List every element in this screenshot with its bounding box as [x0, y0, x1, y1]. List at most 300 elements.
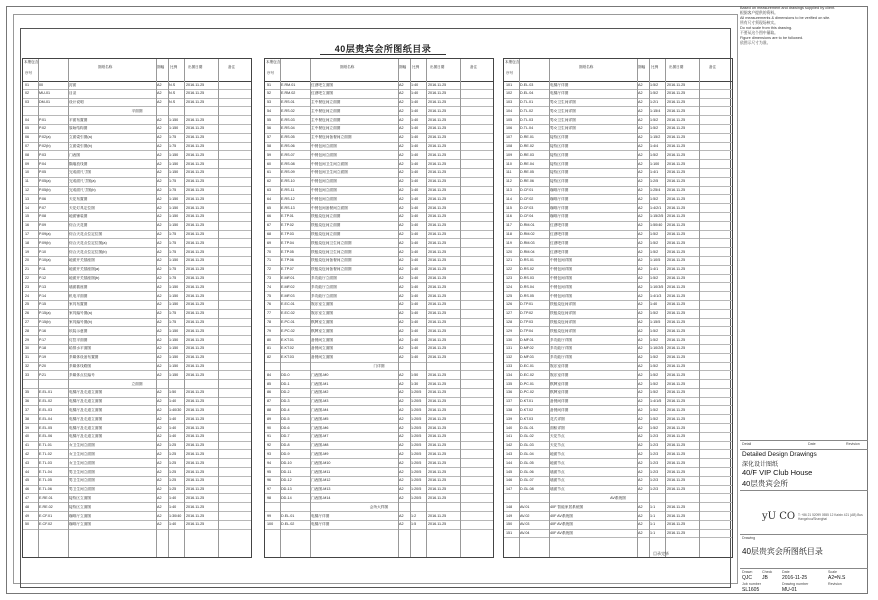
drawing-code: D.TP.03	[520, 320, 534, 325]
table-row	[504, 292, 732, 301]
drawing-code: D.EL.02	[281, 522, 295, 527]
drawing-code: E.CF.01	[39, 513, 53, 518]
drawing-code: DD-9	[281, 451, 290, 456]
table-row	[504, 239, 732, 248]
table-row	[504, 143, 732, 152]
drawing-code: 00	[39, 82, 44, 87]
drawing-code: D.CF.03	[520, 205, 534, 210]
row-number: 132	[506, 355, 513, 360]
table-row	[504, 398, 732, 407]
drawing-scale: 1:5/2	[650, 337, 659, 342]
drawing-name: 男女卫生间详图	[550, 126, 576, 131]
drawing-name: 多功能厅详图	[550, 337, 573, 342]
drawing-code: D.EL.03	[520, 82, 534, 87]
drawing-name: 电梯厅详图	[550, 91, 569, 96]
header-scale: 比例	[651, 65, 659, 69]
issue-date: 2016.11.25	[186, 161, 205, 166]
paper-size: A2	[157, 504, 162, 509]
drawing-scale: 1:40	[411, 337, 419, 342]
divider	[740, 568, 868, 569]
note-line: Do not scale from this drawing.	[740, 26, 793, 30]
drawing-scale: 1:4/1/5	[650, 399, 662, 404]
issue-date: 2016.11.25	[428, 170, 447, 175]
paper-size: A2	[157, 469, 162, 474]
row-number: 151	[506, 531, 513, 536]
drawing-scale: 1:40	[411, 302, 419, 307]
table-row	[265, 521, 493, 530]
drawing-code: E.RS.12	[281, 196, 295, 201]
drawing-name: 铁板烧包间卫生间立面图	[311, 249, 352, 254]
issue-date: 2016.11.25	[428, 407, 447, 412]
table-row	[504, 415, 732, 424]
issue-date: 2016.11.25	[428, 161, 447, 166]
paper-size: A2	[638, 302, 643, 307]
paper-size: A2	[157, 82, 162, 87]
table-row	[265, 371, 493, 380]
drawing-scale: 1:40	[411, 100, 419, 105]
issue-date: 2016.11.25	[428, 522, 447, 527]
row-number: 67	[267, 223, 272, 228]
drawing-code: E.TP.02	[281, 223, 294, 228]
issue-date: 2016.11.25	[667, 170, 686, 175]
table-row	[23, 442, 251, 451]
table-row	[265, 327, 493, 336]
issue-date: 2016.11.25	[667, 355, 686, 360]
table-row	[504, 275, 732, 284]
note-line: All measurements & dimensions to be verified on site.	[740, 16, 831, 20]
row-number: 49	[25, 513, 30, 518]
paper-size: A2	[638, 381, 643, 386]
drawing-name: 原始结构图	[69, 126, 88, 131]
issue-date: 2016.11.25	[428, 152, 447, 157]
end-of-index-note: 目录完毕	[653, 551, 669, 556]
row-number: 58	[267, 144, 272, 149]
paper-size: A2	[399, 100, 404, 105]
row-number: 25	[25, 302, 30, 307]
table-row	[265, 90, 493, 99]
drawing-code: P.12	[39, 276, 47, 281]
table-row	[504, 450, 732, 459]
drawing-scale: 1:5/2	[650, 416, 659, 421]
issue-date: 2016.11.25	[428, 513, 447, 518]
divider	[740, 440, 868, 441]
issue-date: 2016.11.25	[667, 135, 686, 140]
header-remark: 备注	[470, 65, 478, 69]
issue-date: 2016.11.25	[186, 170, 205, 175]
paper-size: A2	[638, 460, 643, 465]
issue-date: 2016.11.25	[186, 434, 205, 439]
row-number: 72	[267, 267, 272, 272]
table-rows	[23, 81, 251, 530]
drawing-scale: 1:50/40	[650, 223, 663, 228]
drawing-code: E.TP.07	[281, 267, 294, 272]
paper-size: A2	[638, 337, 643, 342]
row-number: 33	[25, 372, 30, 377]
table-row	[23, 512, 251, 521]
drawing-code: E.EL.03	[39, 407, 53, 412]
paper-size: A2	[638, 416, 643, 421]
table-row	[23, 450, 251, 459]
table-row	[504, 178, 732, 187]
drawing-code: P.16	[39, 328, 47, 333]
drawing-code: AV.03	[520, 522, 530, 527]
header-date: 出图日期	[669, 65, 684, 69]
header-date: 出图日期	[430, 65, 445, 69]
table-row	[265, 231, 493, 240]
drawing-name: 铁板烧包间详图	[550, 302, 576, 307]
paper-size: A2	[399, 82, 404, 87]
table-row	[504, 530, 732, 539]
table-row	[23, 266, 251, 275]
issue-date: 2016.11.25	[667, 522, 686, 527]
drawing-scale: 1:25	[169, 451, 177, 456]
drawing-name: 墙面节点	[550, 487, 565, 492]
issue-date: 2016.11.25	[186, 117, 205, 122]
paper-size: A2	[638, 196, 643, 201]
drawing-label: Drawing	[742, 536, 756, 540]
row-number: 90	[267, 425, 272, 430]
drawing-code: P.18	[39, 346, 47, 351]
table-header	[504, 59, 732, 82]
table-row	[265, 257, 493, 266]
drawing-name: 完成面尺寸图(b)	[69, 188, 96, 193]
paper-size: A2	[157, 258, 162, 263]
paper-size: A2	[638, 267, 643, 272]
issue-date: 2016.11.25	[186, 232, 205, 237]
drawing-name: 多功能厅立面图	[311, 284, 337, 289]
paper-size: A2	[399, 276, 404, 281]
drawing-name: 门表图-M3	[311, 399, 329, 404]
row-number: 118	[506, 232, 512, 237]
drawing-code: E.RS.06	[281, 144, 295, 149]
row-number: 77	[267, 311, 272, 316]
row-number: 15	[25, 214, 30, 219]
table-row	[23, 178, 251, 187]
drawing-name: 门表图-M12	[311, 478, 331, 483]
table-row	[23, 477, 251, 486]
drawing-scale: 1:15/2/5	[650, 214, 664, 219]
table-rows	[504, 81, 732, 538]
issue-date: 2016.11.25	[667, 126, 686, 131]
row-number: 128	[506, 320, 513, 325]
drawing-name: 门表图-M6	[311, 425, 329, 430]
drawing-scale: 1:20/5	[411, 495, 422, 500]
drawing-name: 门表图-M0	[311, 372, 329, 377]
drawing-name: 中餐包间详图	[550, 258, 573, 263]
paper-size: A2	[638, 469, 643, 474]
drawing-name: 棋牌室立面图	[311, 328, 334, 333]
table-row	[23, 169, 251, 178]
section-title: 会所大样图	[369, 504, 389, 509]
issue-date: 2016.11.25	[186, 364, 205, 368]
drawing-code: D.EL.04	[520, 91, 534, 96]
row-number: 56	[267, 126, 272, 131]
drawing-name: 天花灯具定位图	[69, 205, 95, 210]
drawing-scale: 1:40	[169, 434, 177, 439]
drawing-code: E.TL.02	[39, 451, 52, 456]
issue-date: 2016.11.25	[428, 443, 447, 448]
drawing-scale: 1:25/4	[650, 188, 661, 193]
table-row	[265, 310, 493, 319]
row-number: 137	[506, 399, 513, 404]
row-number: 120	[506, 249, 513, 254]
row-number: 101	[506, 82, 513, 87]
drawing-code: DD-10	[281, 460, 292, 465]
issue-date: 2016.11.25	[667, 82, 686, 87]
drawing-name: 给排水平面图	[69, 346, 92, 351]
table-row	[504, 195, 732, 204]
drawing-name: 封面	[69, 82, 77, 87]
issue-date: 2016.11.25	[667, 100, 686, 105]
drawing-code: D.TL.03	[520, 117, 534, 122]
table-row	[23, 248, 251, 257]
paper-size: A2	[638, 108, 643, 113]
note-line: Figure dimensions are to be followed.	[740, 36, 804, 40]
drawing-code: D.TL.02	[520, 108, 534, 113]
section-title: 门详图	[373, 364, 385, 368]
drawing-scale: 1:40	[411, 249, 419, 254]
drawing-scale: 1:10/3/5	[650, 284, 664, 289]
drawing-name: 门表图-M10	[311, 460, 331, 465]
row-number: 95	[267, 469, 272, 474]
drawing-scale: 1:25	[169, 487, 177, 492]
row-number: 82	[267, 355, 272, 360]
table-row	[265, 459, 493, 468]
table-row	[504, 486, 732, 495]
issue-date: 2016.11.25	[428, 328, 447, 333]
index-table-2	[264, 58, 494, 558]
drawing-name: 男女卫生间详图	[550, 117, 576, 122]
drawing-code: D.GL.01	[520, 425, 534, 430]
table-row	[265, 169, 493, 178]
header-remark: 备注	[709, 65, 717, 69]
issue-date: 2016.11.25	[667, 232, 686, 237]
drawing-code: E.EL.05	[39, 425, 53, 430]
table-row	[504, 151, 732, 160]
drawing-scale: 1:15/4	[650, 108, 661, 113]
paper-size: A2	[157, 328, 162, 333]
paper-size: A2	[399, 152, 404, 157]
issue-date: 2016.11.25	[428, 188, 447, 193]
drawing-scale: 1:5/2	[650, 232, 659, 237]
drawing-code: D.CF.04	[520, 214, 534, 219]
drawing-scale: 1:150	[169, 214, 179, 219]
row-number: 07	[25, 144, 30, 149]
drawing-scale: 1:40	[411, 188, 419, 193]
drawing-code: D.GL.04	[520, 451, 534, 456]
drawing-scale: 1:25	[169, 469, 177, 474]
issue-date: 2016.11.25	[186, 267, 205, 272]
paper-size: A2	[157, 302, 162, 307]
row-number: 110	[506, 161, 512, 166]
divider	[740, 534, 868, 535]
drawing-scale: 1:40	[411, 161, 419, 166]
row-number: 55	[267, 117, 272, 122]
drawing-scale: 1:20/5	[411, 487, 422, 492]
paper-size: A2	[399, 522, 404, 527]
drawing-name: 接待区立面图	[69, 504, 92, 509]
table-row	[23, 494, 251, 503]
table-row	[504, 222, 732, 231]
row-number: 131	[506, 346, 513, 351]
table-row	[504, 354, 732, 363]
table-row	[504, 187, 732, 196]
paper-size: A2	[638, 293, 643, 298]
paper-size: A2	[157, 205, 162, 210]
paper-size: A2	[157, 100, 162, 105]
row-number: 89	[267, 416, 272, 421]
issue-date: 2016.11.25	[186, 196, 205, 201]
row-number: 75	[267, 293, 272, 298]
drawing-scale: 1:150	[169, 293, 179, 298]
issue-date: 2016.11.25	[667, 284, 686, 289]
drawing-name: 门表图-M8	[311, 443, 329, 448]
drawing-scale: 1:40	[411, 328, 419, 333]
drawing-scale: 1:150	[169, 328, 179, 333]
drawing-name: 多功能厅立面图	[311, 276, 337, 281]
drawing-code: E.RS.01	[281, 100, 295, 105]
column-divider	[649, 59, 650, 557]
row-number: 126	[506, 302, 513, 307]
table-row	[23, 213, 251, 222]
row-number: 11	[25, 179, 29, 184]
drawing-name: 主中餐包间立面图	[311, 100, 341, 105]
drawing-scale: 1:75	[169, 135, 177, 140]
issue-date: 2016.11.25	[186, 469, 205, 474]
drawing-code: P.06	[39, 196, 47, 201]
table-row	[504, 99, 732, 108]
drawing-code: P.13	[39, 284, 47, 289]
paper-size: A2	[157, 487, 162, 492]
drawing-code: DD-13	[281, 487, 292, 492]
issue-date: 2016.11.25	[428, 126, 447, 131]
drawing-scale: 1:4/4	[650, 144, 659, 149]
issue-date: 2016.11.25	[667, 108, 686, 113]
drawing-name: 门表图	[69, 152, 81, 157]
paper-size: A2	[638, 513, 643, 518]
table-row	[504, 107, 732, 116]
row-number: 20	[25, 258, 30, 263]
row-number: 98	[267, 495, 272, 500]
row-number: 119	[506, 240, 512, 245]
issue-date: 2016.11.25	[186, 311, 205, 316]
row-number: 13	[25, 196, 30, 201]
table-row	[23, 398, 251, 407]
drawing-scale: 1:20/5	[411, 399, 422, 404]
drawing-code: P.09(a)	[39, 232, 51, 237]
drawing-code: P.07	[39, 205, 47, 210]
table-row	[504, 363, 732, 372]
column-divider	[156, 59, 157, 557]
table-row	[265, 160, 493, 169]
drawing-scale: 1:75	[169, 311, 177, 316]
row-number: 111	[506, 170, 512, 175]
paper-size: A2	[157, 170, 162, 175]
drawing-name: 立面索引图(a)	[69, 135, 92, 140]
row-number: 141	[506, 434, 513, 439]
drawing-code: E.RE.02	[39, 504, 53, 509]
drawing-scale: N.S	[169, 100, 176, 105]
drawing-code: E.CF.02	[39, 522, 53, 527]
table-row	[504, 477, 732, 486]
issue-date: 2016.11.25	[667, 258, 686, 263]
drawing-name: 铁板烧包间立面图	[311, 214, 341, 219]
paper-size: A2	[399, 108, 404, 113]
issue-date: 2016.11.25	[428, 460, 447, 465]
drawing-scale: 1:75	[169, 276, 177, 281]
drawing-scale: 1:40	[411, 293, 419, 298]
row-number: 149	[506, 513, 513, 518]
drawing-code: E.EL.02	[39, 399, 53, 404]
issue-date: 2016.11.25	[186, 144, 205, 149]
paper-size: A2	[157, 407, 162, 412]
drawing-name: 综合天花图	[69, 223, 88, 228]
drawing-code: P.14	[39, 293, 47, 298]
row-number: 76	[267, 302, 272, 307]
issue-date: 2016.11.25	[428, 144, 447, 149]
issue-date: 2016.11.25	[667, 276, 686, 281]
drawing-name: 铁板烧包间备餐间立面图	[311, 267, 352, 272]
paper-size: A2	[638, 390, 643, 395]
row-number: 61	[267, 170, 272, 175]
issue-date: 2016.11.25	[186, 152, 205, 157]
table-row	[265, 275, 493, 284]
drawing-code: E.RS.03	[281, 117, 295, 122]
row-number: 94	[267, 460, 272, 465]
drawing-scale: 1:5/2	[650, 355, 659, 360]
drawing-scale: 1:2/3	[650, 451, 659, 456]
paper-size: A2	[638, 364, 643, 368]
row-number: 74	[267, 284, 272, 289]
paper-size: A2	[399, 293, 404, 298]
issue-date: 2016.11.25	[667, 196, 686, 201]
drawing-name: 女卫生间立面图	[69, 460, 95, 465]
drawing-code: D.MF.02	[520, 346, 534, 351]
row-number: 106	[506, 126, 513, 131]
paper-size: A2	[399, 117, 404, 122]
drawing-code: D.RE.05	[520, 170, 534, 175]
issue-date: 2016.11.25	[186, 135, 205, 140]
drawn-value: QJC	[742, 575, 752, 581]
paper-size: A2	[638, 443, 643, 448]
table-row	[23, 187, 251, 196]
drawing-code: D.RS.01	[520, 258, 534, 263]
drawing-scale: 1:20/5	[411, 407, 422, 412]
paper-size: A2	[638, 144, 643, 149]
issue-date: 2016.11.25	[667, 469, 686, 474]
drawing-code: P.10(a)	[39, 258, 51, 263]
table-row	[504, 521, 732, 530]
drawing-scale: 1:5/2	[650, 425, 659, 430]
row-number: 23	[25, 284, 30, 289]
drawing-name: 咖啡厅详图	[550, 196, 569, 201]
issue-date: 2016.11.25	[428, 381, 447, 386]
drawing-scale: 1:150	[169, 284, 179, 289]
table-row	[23, 116, 251, 125]
drawing-scale: 1:20/5	[411, 443, 422, 448]
issue-date: 2016.11.25	[667, 249, 686, 254]
drawing-code: D.RM.01	[520, 223, 535, 228]
drawing-code: D.RE.02	[520, 144, 534, 149]
header-group: 本册包含	[24, 60, 39, 64]
drawing-code: E.TL.06	[39, 487, 52, 492]
drawing-scale: 1:75	[169, 188, 177, 193]
table-row	[504, 406, 732, 415]
drawing-code: DD-6	[281, 425, 290, 430]
drawing-no-value: MU-01	[782, 587, 798, 593]
drawing-scale: 1:5/2	[650, 381, 659, 386]
drawing-scale: 1:5/2	[650, 240, 659, 245]
